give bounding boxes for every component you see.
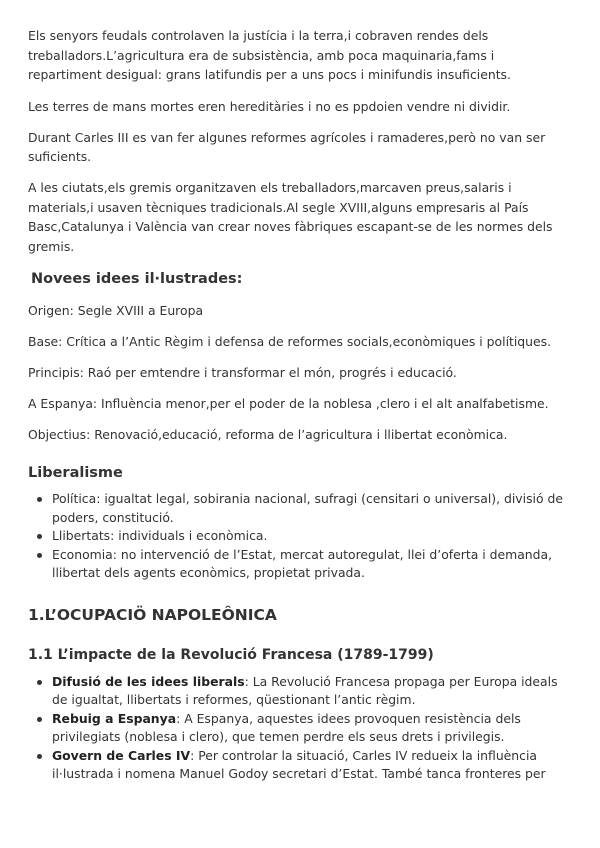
section-title: 1.L’OCUPACIÖ NAPOLEÔNICA [28,605,277,624]
item-label: Rebuig a Espanya [52,710,177,726]
list-item: Llibertats: individuals i econòmica. [52,527,568,546]
list-item: Política: igualtat legal, sobirania nacional, sufragi (censitari o universal), divisió de poders, constitució. [52,490,568,527]
item-label: Govern de Carles IV [52,747,191,763]
item-text: : La Revolució Francesa propaga per Europa ideals de igualtat, llibertats i reformes, qüestionant l’antic règim. [52,673,558,707]
line-origen: Origen: Segle XVIII a Europa [28,302,204,318]
item-label: Difusió de les idees liberals [52,673,245,689]
item-text: : Per controlar la situació, Carles IV redueix la influència il·lustrada i nomena Manuel Godoy secretari d’Estat. També tanca fronteres per [52,747,546,781]
paragraph-carles-iii: Durant Carles III es van fer algunes reformes agrícoles i ramaderes,però no van ser suficients. [28,129,546,164]
paragraph-gremis: A les ciutats,els gremis organitzaven els treballadors,marcaven preus,salaris i materials,i usaven tècniques tradicionals.Al segle XVIII,alguns empresaris al País Basc,Catalunya i València van crear noves fàbriques escapant-se de les normes dels gremis. [28,180,553,254]
subsection-title: 1.1 L’impacte de la Revolució Francesa (1789-1799) [28,646,434,663]
revolucio-list [28,673,568,784]
list-item [52,747,568,784]
heading-idees-illustrades: Novees idees il·lustrades: [31,270,243,287]
line-objectius: Objectius: Renovació,educació, reforma de l’agricultura i llibertat econòmica. [28,426,508,442]
list-item [52,710,568,747]
line-principis: Principis: Raó per emtendre i transformar el món, progrés i educació. [28,364,457,380]
line-a-espanya: A Espanya: Influència menor,per el poder de la noblesa ,clero i el alt analfabetisme. [28,395,549,411]
paragraph-mans-mortes: Les terres de mans mortes eren hereditàries i no es ppdoien vendre ni dividir. [28,98,511,114]
item-text: : A Espanya, aquestes idees provoquen resistència dels privilegiats (noblesa i clero), que temen perdre els seus drets i privilegis. [52,710,521,744]
list-item: Economia: no intervenció de l’Estat, mercat autoregulat, llei d’oferta i demanda, llibertat dels agents econòmics, propietat privada. [52,546,568,583]
liberalisme-list [28,490,568,583]
heading-liberalisme: Liberalisme [28,465,123,481]
list-item [52,673,568,710]
document-content [28,26,568,784]
paragraph-feudal: Els senyors feudals controlaven la justícia i la terra,i cobraven rendes dels treballadors.L’agricultura era de subsistència, amb poca maquinaria,fams i repartiment desigual: grans latifundis per a uns pocs i minifundis insuficients. [28,28,511,82]
line-base: Base: Crítica a l’Antic Règim i defensa de reformes socials,econòmiques i polítiques. [28,333,552,349]
